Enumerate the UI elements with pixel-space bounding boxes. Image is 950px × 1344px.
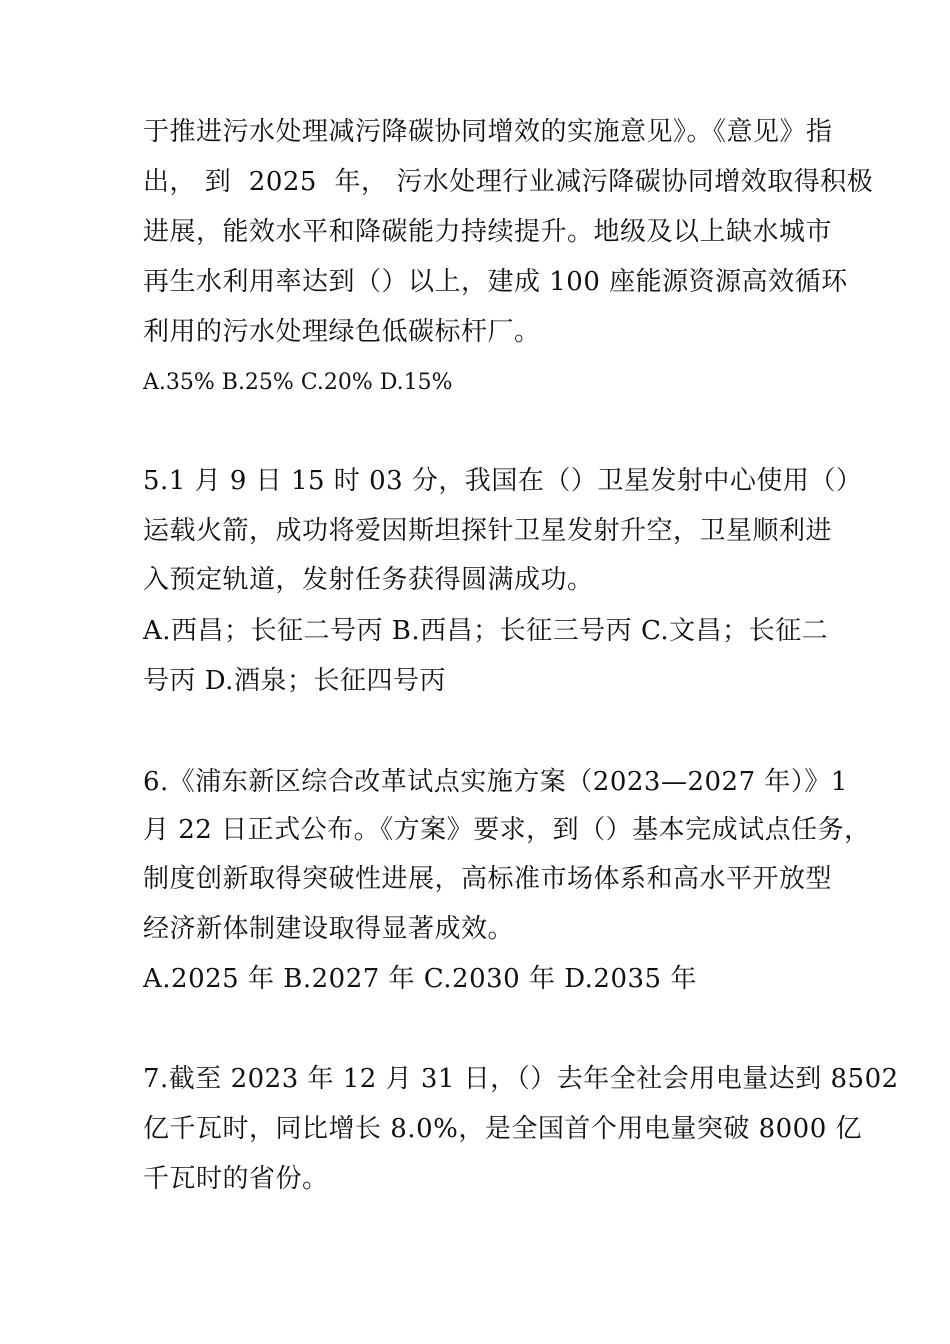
q4-options: A.35% B.25% C.20% D.15% (143, 370, 453, 395)
q6-text-line-2: 月 22 日正式公布。《方案》要求，到（）基本完成试点任务， (143, 815, 871, 845)
q6-text-line-1: 6.《浦东新区综合改革试点实施方案（2023—2027 年）》1 (143, 767, 848, 797)
q4-text-line-4: 再生水利用率达到（）以上，建成 100 座能源资源高效循环 (143, 267, 848, 297)
q4-text-line-1: 于推进污水处理减污降碳协同增效的实施意见》。《意见》指 (143, 117, 833, 147)
q7-text-line-1: 7.截至 2023 年 12 月 31 日，（）去年全社会用电量达到 8502 (143, 1064, 899, 1094)
q5-text-line-3: 入预定轨道，发射任务获得圆满成功。 (143, 565, 594, 595)
q4-text-line-2: 出， 到 2025 年， 污水处理行业减污降碳协同增效取得积极 (143, 167, 874, 197)
q7-text-line-2: 亿千瓦时，同比增长 8.0%，是全国首个用电量突破 8000 亿 (143, 1114, 863, 1144)
q5-options-line-1: A.西昌；长征二号丙 B.西昌；长征三号丙 C.文昌；长征二 (143, 616, 829, 646)
q5-text-line-1: 5.1 月 9 日 15 时 03 分，我国在（）卫星发射中心使用（） (143, 466, 863, 496)
q4-text-line-3: 进展，能效水平和降碳能力持续提升。地级及以上缺水城市 (143, 217, 833, 247)
q7-text-line-3: 千瓦时的省份。 (143, 1164, 329, 1194)
q6-text-line-4: 经济新体制建设取得显著成效。 (143, 914, 515, 944)
q6-text-line-3: 制度创新取得突破性进展，高标准市场体系和高水平开放型 (143, 864, 833, 894)
q6-options: A.2025 年 B.2027 年 C.2030 年 D.2035 年 (143, 964, 697, 994)
q5-options-line-2: 号丙 D.酒泉；长征四号丙 (143, 666, 446, 696)
q4-text-line-5: 利用的污水处理绿色低碳标杆厂。 (143, 317, 541, 347)
q5-text-line-2: 运载火箭，成功将爱因斯坦探针卫星发射升空，卫星顺利进 (143, 516, 833, 546)
